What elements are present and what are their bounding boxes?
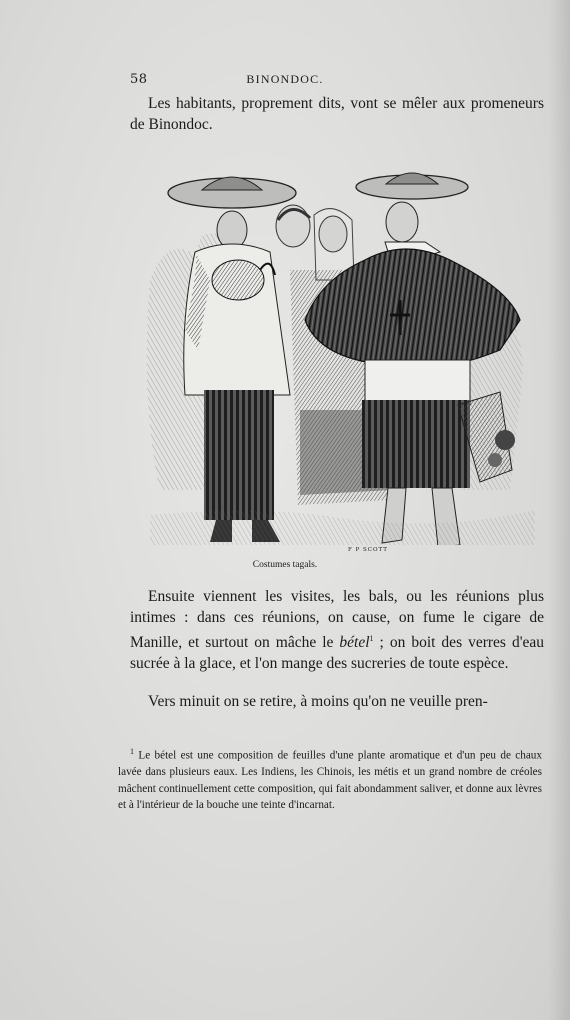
woman-figure-left bbox=[276, 205, 310, 247]
betel-term: bétel bbox=[339, 634, 370, 652]
ground-shading bbox=[150, 510, 535, 545]
figure-caption: Costumes tagals. bbox=[252, 560, 318, 570]
page-number: 58 bbox=[130, 72, 148, 87]
paragraph-2-text-b: ; on boit des verres d'eau sucrée à la glace, et l'on mange des sucreries de toute espèce. bbox=[130, 634, 544, 673]
paragraph-2 bbox=[130, 586, 544, 674]
engraving-illustration bbox=[140, 160, 540, 545]
footnote-reference[interactable]: 1 bbox=[369, 634, 374, 643]
page-edge-shadow bbox=[548, 0, 570, 1020]
running-title: BINONDOC. bbox=[246, 72, 324, 86]
footnote-text: Le bétel est une composition de feuilles d'une plante aromatique et d'un peu de chaux lavée dans plusieurs eaux. Les Indiens, les Chinois, les métis et un grand nombre de créoles mâchent continuellement cette composition, qui fait abondamment saliver, et donne aux lèvres et à l'intérieur de la bouche une teinte d'incarnat. bbox=[118, 749, 542, 812]
page-header bbox=[0, 72, 570, 92]
paragraph-1: Les habitants, proprement dits, vont se mêler aux promeneurs de Binondoc. bbox=[130, 95, 544, 133]
footnote-mark: 1 bbox=[130, 747, 134, 756]
paragraph-3: Vers minuit on se retire, à moins qu'on ne veuille pren- bbox=[148, 693, 488, 710]
paragraph-2-text-a: Ensuite viennent les visites, les bals, ou les réunions plus intimes : dans ces réunions, on cause, on fume le cigare de Manille, et surtout on mâche le bbox=[130, 588, 544, 652]
footnote bbox=[118, 744, 542, 814]
engraver-signature: F P SCOTT bbox=[348, 547, 388, 553]
